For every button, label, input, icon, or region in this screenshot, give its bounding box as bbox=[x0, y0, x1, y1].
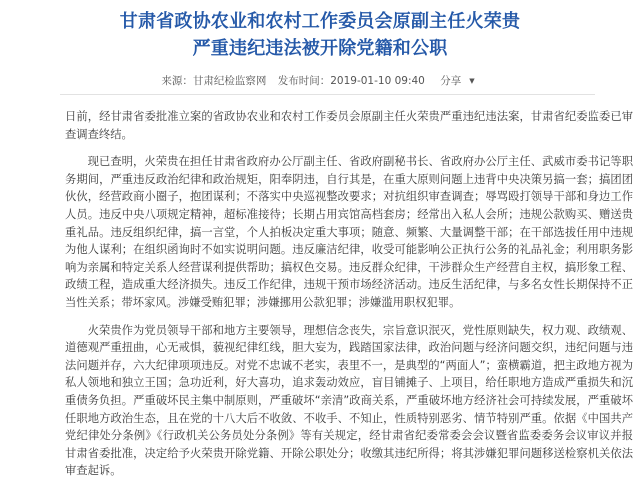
paragraph-intro: 日前，经甘肃省委批准立案的省政协农业和农村工作委员会原副主任火荣贵严重违纪违法案，甘肃省纪委监委已审查调查终结。 bbox=[65, 110, 633, 141]
article-title-line2: 严重违纪违法被开除党籍和公职 bbox=[192, 38, 448, 59]
publish-time: 发布时间：2019-01-10 09:40 bbox=[277, 75, 425, 87]
paragraph-conclusion: 火荣贵作为党员领导干部和地方主要领导，理想信念丧失，宗旨意识泯灭，党性原则缺失，权力观、政绩观、道德观严重扭曲，心无戒惧，藐视纪律红线，胆大妄为，践踏国家法律，政治问题与经济问题交织，违纪问题与违法问题并存，六大纪律项项违反。对党不忠诚不老实，表里不一，是典型的“两面人”；蛮横霸道，把主政地方视为私人领地和独立王国；急功近利，好大喜功，追求轰动效应，盲目铺摊子、上项目，给任职地方造成严重损失和沉重债务负担。严重破坏民主集中制原则，严重破坏“亲清”政商关系，严重破坏地方经济社会可持续发展，严重破坏任职地方政治生态，且在党的十八大后不收敛、不收手、不知止，性质特别恶劣、情节特别严重。依据《中国共产党纪律处分条例》《行政机关公务员处分条例》等有关规定，经甘肃省纪委常委会会议暨省监委委务会议审议并报甘肃省委批准，决定给予火荣贵开除党籍、开除公职处分；收缴其违纪所得；将其涉嫌犯罪问题移送检察机关依法审查起诉。 bbox=[65, 323, 633, 478]
paragraph-findings: 现已查明，火荣贵在担任甘肃省政府办公厅副主任、省政府副秘书长、省政府办公厅主任、武威市委书记等职务期间，严重违反政治纪律和政治规矩，阳奉阴违，自行其是，在重大原则问题上违背中央决策另搞一套；搞团团伙伙，经营政商小圈子，抱团谋利；不落实中央巡视整改要求；对抗组织审查调查；辱骂殴打领导干部和身边工作人员。违反中央八项规定精神，超标准接待；长期占用宾馆高档套房；经常出入私人会所；违规公款购买、赠送贵重礼品。违反组织纪律，搞一言堂，个人拍板决定重大事项；随意、频繁、大量调整干部；在干部选拔任用中违规为他人谋利；在组织函询时不如实说明问题。违反廉洁纪律，收受可能影响公正执行公务的礼品礼金；利用职务影响为亲属和特定关系人经营谋利提供帮助；搞权色交易。违反群众纪律，干涉群众生产经营自主权，搞形象工程、政绩工程，造成重大经济损失。违反工作纪律，违规干预市场经济活动。违反生活纪律，与多名女性长期保持不正当性关系；带坏家风。涉嫌受贿犯罪；涉嫌挪用公款犯罪；涉嫌滥用职权犯罪。 bbox=[65, 155, 633, 309]
header-divider bbox=[60, 94, 595, 95]
share-label: 分享 bbox=[440, 75, 462, 87]
article-body bbox=[65, 108, 633, 490]
article-title-line1: 甘肃省政协农业和农村工作委员会原副主任火荣贵 bbox=[119, 11, 521, 32]
article-meta bbox=[0, 74, 640, 88]
caret-down-icon: ▼ bbox=[469, 77, 475, 85]
source-label: 来源：甘肃纪检监察网 bbox=[161, 75, 267, 87]
share-button[interactable] bbox=[436, 75, 478, 87]
